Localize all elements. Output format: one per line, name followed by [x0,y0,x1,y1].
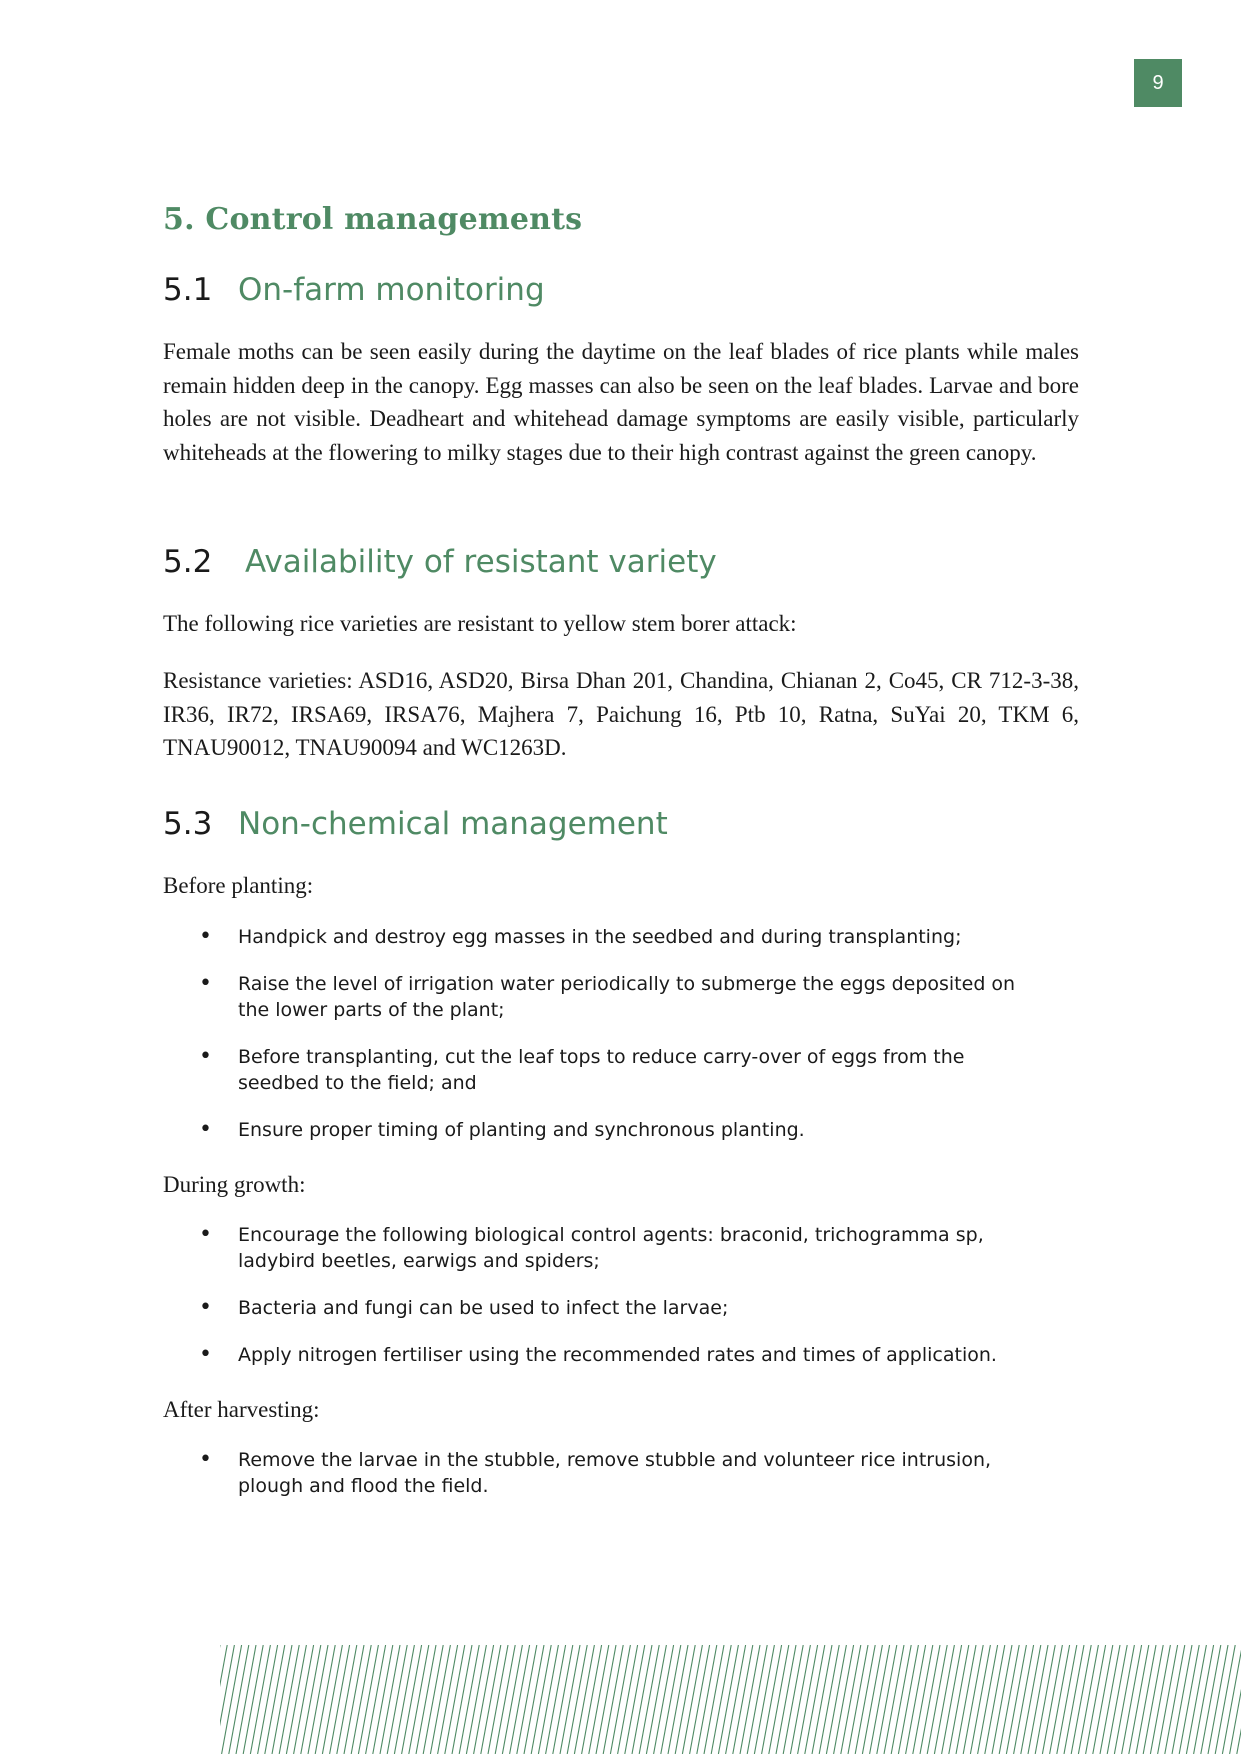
section-heading-5-2 [163,542,717,582]
list-item-text: • Handpick and destroy egg masses in the seedbed and during transplanting; [238,926,962,948]
decorative-hatch-pattern [220,1645,1241,1754]
list-item-text: • Ensure proper timing of planting and synchronous planting. [238,1119,805,1141]
list-item [163,1117,1079,1143]
list-item-text: • Remove the larvae in the stubble, remove stubble and volunteer rice intrusion, plough and flood the field. [238,1449,992,1497]
list-item [163,1295,1079,1321]
section-title: Non-chemical management [238,806,668,842]
list-item-text: • Before transplanting, cut the leaf tops to reduce carry-over of eggs from the seedbed to the field; and [238,1046,965,1094]
resistant-intro: The following rice varieties are resistant to yellow stem borer attack: [163,611,797,636]
list-item [163,1044,1079,1096]
after-harvesting-list [163,1447,1079,1520]
section-number: 5.3 [163,806,213,842]
list-item-text: • Raise the level of irrigation water periodically to submerge the eggs deposited on the lower parts of the plant; [238,973,1016,1021]
page-number-badge: 9 [1134,59,1182,107]
resistant-varieties-paragraph: Resistance varieties: ASD16, ASD20, Birsa Dhan 201, Chandina, Chianan 2, Co45, CR 712-3-38, IR36, IR72, IRSA69, IRSA76, Majhera 7, Paichung 16, Ptb 10, Ratna, SuYai 20, TKM 6, TNAU90012, TNAU90094 and WC1263D. [163,668,1079,760]
group-label-after-harvesting: After harvesting: [163,1397,320,1422]
section-number: 5.1 [163,272,213,308]
monitoring-paragraph: Female moths can be seen easily during the daytime on the leaf blades of rice plants while males remain hidden deep in the canopy. Egg masses can also be seen on the leaf blades. Larvae and bore holes are not visible. Deadheart and whitehead damage symptoms are easily visible, particularly whiteheads at the flowering to milky stages due to their high contrast against the green canopy. [163,339,1079,465]
hatch-line [220,1645,227,1754]
chapter-title: 5. Control managements [163,202,583,237]
group-label-before-planting: Before planting: [163,873,314,898]
list-item-text: • Apply nitrogen fertiliser using the recommended rates and times of application. [238,1344,997,1366]
list-item [163,1447,1079,1499]
section-heading-5-3 [163,804,668,844]
list-item [163,1342,1079,1368]
section-number: 5.2 [163,544,213,580]
during-growth-list [163,1222,1079,1389]
list-item-text: • Bacteria and fungi can be used to infect the larvae; [238,1297,729,1319]
list-item [163,971,1079,1023]
section-title: Availability of resistant variety [245,544,717,580]
list-item [163,924,1079,950]
section-heading-5-1 [163,270,545,310]
list-item [163,1222,1079,1274]
group-label-during-growth: During growth: [163,1172,306,1197]
section-title: On-farm monitoring [238,272,545,308]
list-item-text: • Encourage the following biological control agents: braconid, trichogramma sp, ladybird beetles, earwigs and spiders; [238,1224,984,1272]
before-planting-list [163,924,1079,1164]
